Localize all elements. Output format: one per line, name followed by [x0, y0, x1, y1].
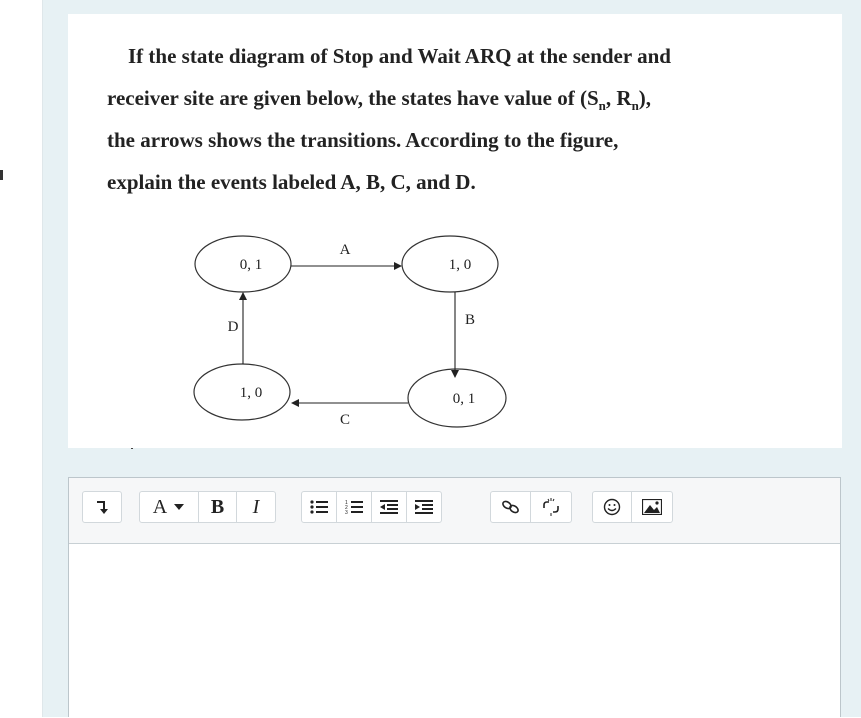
state-bottom-right-label: 0, 1	[452, 391, 476, 407]
indent-icon	[415, 499, 433, 515]
question-line-2: receiver site are given below, the states have value of ($S_n$, $R_n$),	[107, 86, 652, 114]
sidebar-marker	[0, 170, 3, 180]
state-top-left-label: 0, 1	[239, 257, 263, 273]
svg-text:1: 1	[345, 500, 348, 506]
link-icon	[501, 499, 521, 515]
unordered-list-icon	[310, 499, 328, 515]
collapse-toolbar-icon	[95, 499, 109, 515]
ordered-list-button[interactable]	[336, 491, 372, 523]
unlink-icon	[541, 498, 561, 516]
question-line-4: explain the events labeled A, B, C, and D.	[107, 170, 476, 194]
font-color-label: A	[152, 495, 168, 518]
outdent-button[interactable]	[371, 491, 407, 523]
state-diagram	[68, 14, 842, 448]
question-line-3: the arrows shows the transitions. According to the figure,	[107, 128, 619, 152]
italic-label: I	[252, 495, 260, 518]
question-card	[68, 14, 842, 448]
link-button[interactable]	[490, 491, 531, 523]
image-icon	[642, 499, 662, 515]
font-color-button[interactable]	[139, 491, 199, 523]
transition-b-label: B	[464, 312, 476, 328]
divider-tick	[131, 448, 133, 449]
outdent-icon	[380, 499, 398, 515]
transition-a-label: A	[339, 242, 351, 258]
italic-button[interactable]	[236, 491, 276, 523]
collapse-toolbar-button[interactable]	[82, 491, 122, 523]
bold-button[interactable]	[198, 491, 237, 523]
emoji-icon	[603, 498, 621, 516]
state-bottom-left-label: 1, 0	[239, 385, 263, 401]
question-line-1: If the state diagram of Stop and Wait ARQ at the sender and	[128, 44, 671, 68]
answer-editor	[68, 477, 841, 717]
svg-text:2: 2	[345, 505, 348, 511]
editor-toolbar	[69, 478, 840, 544]
unlink-button[interactable]	[530, 491, 572, 523]
image-button[interactable]	[631, 491, 673, 523]
state-top-right-label: 1, 0	[448, 257, 472, 273]
indent-button[interactable]	[406, 491, 442, 523]
bold-label: B	[210, 495, 225, 518]
unordered-list-button[interactable]	[301, 491, 337, 523]
emoji-button[interactable]	[592, 491, 632, 523]
chevron-down-icon	[173, 503, 185, 511]
answer-text-area[interactable]	[69, 544, 840, 718]
left-sidebar-edge	[0, 0, 43, 717]
ordered-list-icon	[345, 499, 363, 515]
transition-d-label: D	[227, 319, 239, 335]
svg-text:3: 3	[345, 510, 348, 515]
transition-c-label: C	[339, 412, 351, 428]
